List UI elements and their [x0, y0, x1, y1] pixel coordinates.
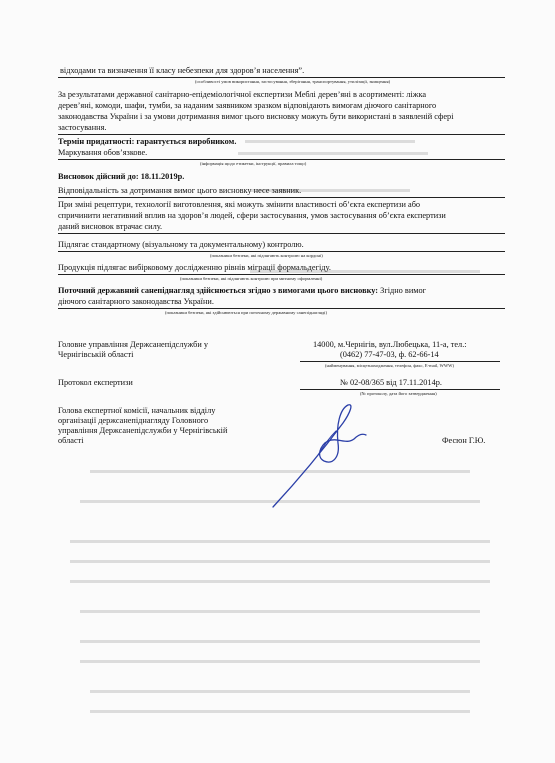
- caption-usage-conditions: (особливості умов використання, застосування, зберігання, транспортування, утилізації, знищення): [195, 79, 391, 84]
- paragraph-results-line-1: За результатами державної санітарно-епідеміологічної експертизи Меблі дерев’яні в асортименті: ліжка: [58, 90, 427, 99]
- paragraph-results-line-3: законодавства України і за умови дотримання вимог цього висновку можуть бути використані в заявленій сфері: [58, 112, 454, 121]
- current-supervision-line-1: [58, 286, 426, 296]
- commission-head-line-2: організації держсанепіднагляду Головного: [58, 416, 209, 425]
- paragraph-results-line-2: дерев’яні, комоди, шафи, тумби, за наданим заявником зразком відповідають вимогам діючого санітарного: [58, 101, 437, 110]
- commission-head-line-4: області: [58, 436, 84, 445]
- signature-mark: [258, 395, 378, 515]
- underline-8: [58, 308, 505, 309]
- shelf-life: Термін придатності: гарантується виробником.: [58, 137, 237, 146]
- commission-head-line-3: управління Держсанепідслужби у Чернігівській: [58, 426, 228, 435]
- underline-5: [58, 233, 505, 234]
- underline-2: [58, 134, 505, 135]
- commission-head-name: Фесюн Г.Ю.: [442, 436, 486, 445]
- underline-4: [58, 197, 505, 198]
- responsibility: Відповідальність за дотримання вимог цього висновку несе заявник.: [58, 186, 302, 195]
- paragraph-changes-line-2: спричинити негативний вплив на здоров’я людей, сфери застосування, умов застосування об’єкта експертизи: [58, 211, 446, 220]
- protocol-label: Протокол експертизи: [58, 378, 133, 387]
- text-line-1: відходами та визначення її класу небезпеки для здоров’я населення”.: [60, 66, 305, 75]
- commission-head-line-1: Голова експертної комісії, начальник відділу: [58, 406, 216, 415]
- caption-address: (найменування, місцезнаходження, телефон, факс, E-mail, WWW): [325, 363, 455, 368]
- organization-line-1: Головне управління Держсанепідслужби у: [58, 340, 209, 349]
- customs-control: Продукція підлягає вибірковому дослідженню рівнів міграції формальдегіду.: [58, 263, 331, 272]
- border-control: Підлягає стандартному (візуальному та документальному) контролю.: [58, 240, 304, 249]
- current-supervision-bold: Поточний державний санепіднагляд здійснюється згідно з вимогами цього висновку:: [58, 286, 379, 295]
- underline-10: [300, 389, 500, 390]
- caption-current-supervision: (показники безпеки, які здійснюються при поточному державному санепіднагляді): [165, 310, 327, 315]
- protocol-value: № 02-08/365 від 17.11.2014р.: [340, 378, 442, 387]
- current-supervision-line-2: діючого санітарного законодавства України.: [58, 297, 214, 306]
- underline-1: [58, 77, 505, 78]
- underline-3: [58, 159, 505, 160]
- address-line-1: 14000, м.Чернігів, вул.Любецька, 11-а, тел.:: [313, 340, 467, 349]
- paragraph-results-line-4: застосування.: [58, 123, 107, 132]
- organization-line-2: Чернігівській області: [58, 350, 134, 359]
- caption-customs-control: (показники безпеки, які підлягають контролю при митному оформленні): [180, 276, 323, 281]
- underline-6: [58, 251, 505, 252]
- marking: Маркування обов’язкове.: [58, 148, 148, 157]
- underline-7: [58, 274, 505, 275]
- address-line-2: (0462) 77-47-03, ф. 62-66-14: [340, 350, 439, 359]
- valid-until: Висновок дійсний до: 18.11.2019р.: [58, 172, 185, 181]
- paragraph-changes-line-1: При зміні рецептури, технології виготовлення, які можуть змінити властивості об’єкта експертизи або: [58, 200, 421, 209]
- paragraph-changes-line-3: даний висновок втрачає силу.: [58, 222, 163, 231]
- caption-border-control: (показники безпеки, які підлягають контролю на кордоні): [210, 253, 323, 258]
- current-supervision-rest: Згідно вимог: [380, 286, 427, 295]
- underline-9: [300, 361, 500, 362]
- caption-protocol: (№ протоколу, дата його затвердження): [360, 391, 437, 396]
- caption-label-info: (інформація щодо етикетки, інструкції, правила тощо): [200, 161, 307, 166]
